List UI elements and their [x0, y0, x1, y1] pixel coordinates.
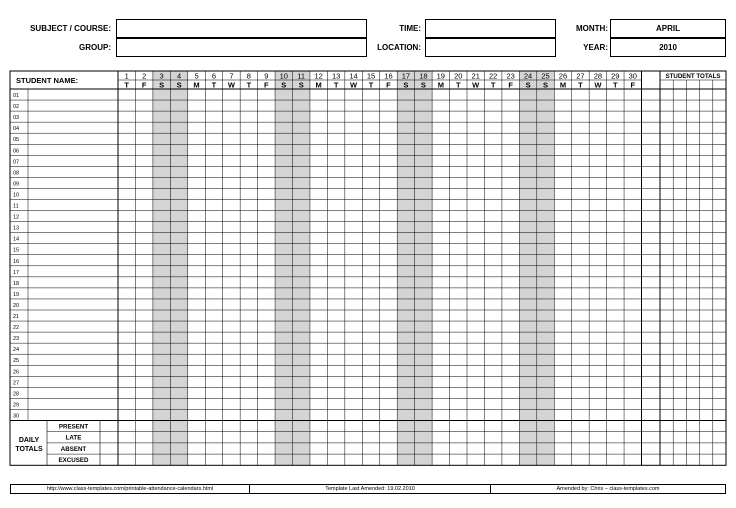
weekend-column — [519, 71, 536, 465]
day-letter: S — [159, 80, 165, 90]
footer-bar — [10, 484, 726, 494]
day-number: 17 — [401, 71, 411, 81]
footer-author: Amended by: Chris – class-templates.com — [556, 486, 660, 492]
student-row-number: 10 — [13, 192, 20, 199]
totals-row-label: LATE — [65, 434, 82, 442]
student-row-number: 11 — [13, 203, 19, 210]
day-letter: F — [264, 80, 269, 90]
day-letter: T — [455, 80, 461, 90]
totals-row-label: EXCUSED — [58, 457, 89, 465]
totals-row-label: PRESENT — [58, 423, 89, 431]
day-number: 29 — [611, 71, 620, 81]
day-letter: F — [630, 80, 636, 90]
day-letter: W — [472, 80, 480, 90]
student-row-number: 09 — [13, 181, 20, 188]
day-letter: M — [559, 80, 567, 90]
day-letter: W — [350, 80, 358, 90]
day-letter: F — [386, 80, 391, 90]
day-number: 9 — [264, 71, 269, 81]
day-letter: T — [578, 80, 583, 90]
weekend-column — [397, 71, 414, 465]
day-number: 10 — [279, 71, 288, 81]
day-number: 24 — [523, 71, 533, 81]
day-number: 19 — [436, 71, 445, 81]
month-label: MONTH: — [576, 24, 608, 33]
day-letter: S — [420, 80, 426, 90]
day-letter: T — [124, 80, 130, 90]
day-number: 5 — [194, 71, 199, 81]
day-number: 8 — [246, 71, 251, 81]
weekend-column — [170, 71, 187, 465]
day-number: 25 — [541, 71, 550, 81]
weekend-column — [537, 71, 554, 465]
student-row-number: 06 — [13, 148, 20, 155]
time-label: TIME: — [399, 24, 421, 33]
student-row-number: 01 — [13, 93, 20, 99]
day-letter: T — [333, 80, 339, 90]
student-row-number: 08 — [13, 170, 20, 177]
day-letter: S — [176, 80, 182, 90]
day-letter: F — [141, 80, 147, 90]
day-number: 18 — [419, 71, 428, 81]
student-row-number: 12 — [13, 214, 20, 221]
table-border — [10, 71, 726, 465]
student-row-number: 02 — [13, 104, 20, 111]
day-number: 21 — [471, 71, 480, 81]
student-row-number: 28 — [13, 391, 20, 398]
day-letter: S — [543, 80, 549, 90]
day-letter: W — [594, 80, 602, 90]
student-name-header: STUDENT NAME: — [16, 76, 79, 85]
daily-totals-label: TOTALS — [15, 445, 43, 453]
student-totals-header: STUDENT TOTALS — [665, 73, 721, 80]
day-number: 3 — [159, 71, 164, 81]
student-row-number: 19 — [13, 291, 20, 298]
day-number: 14 — [349, 71, 358, 81]
student-row-number: 16 — [13, 258, 20, 265]
day-number: 7 — [229, 71, 234, 81]
month-field[interactable]: APRIL — [610, 19, 726, 38]
student-row-number: 20 — [13, 302, 20, 309]
day-number: 23 — [506, 71, 515, 81]
day-number: 6 — [211, 71, 217, 81]
day-number: 26 — [558, 71, 568, 81]
weekend-column — [153, 71, 170, 465]
day-number: 22 — [489, 71, 498, 81]
student-row-number: 07 — [13, 159, 20, 166]
weekend-column — [275, 71, 292, 465]
totals-row-label: ABSENT — [60, 445, 87, 453]
student-row-number: 27 — [13, 380, 20, 387]
day-letter: T — [490, 80, 496, 90]
student-row-number: 03 — [13, 115, 20, 122]
day-number: 20 — [454, 71, 463, 81]
day-letter: S — [298, 80, 304, 90]
day-letter: T — [246, 80, 252, 90]
day-letter: T — [368, 80, 374, 90]
day-number: 28 — [593, 71, 603, 81]
day-letter: T — [613, 80, 618, 90]
day-letter: S — [525, 80, 531, 90]
student-row-number: 04 — [13, 126, 20, 133]
student-row-number: 05 — [13, 137, 20, 144]
day-number: 27 — [576, 71, 585, 81]
footer-url[interactable]: http://www.class-templates.com/printable-attendance-calendars.html — [11, 485, 250, 493]
day-letter: T — [211, 80, 217, 90]
day-number: 15 — [366, 71, 376, 81]
student-row-number: 30 — [13, 413, 20, 420]
day-number: 30 — [628, 71, 637, 81]
day-number: 1 — [124, 71, 129, 81]
year-label: YEAR: — [583, 43, 608, 52]
student-row-number: 25 — [13, 358, 20, 365]
day-letter: M — [193, 80, 200, 90]
daily-totals-label: DAILY — [18, 436, 40, 444]
subject-label: SUBJECT / COURSE: — [30, 24, 111, 33]
student-row-number: 24 — [13, 347, 20, 354]
student-row-number: 23 — [13, 336, 20, 343]
weekend-column — [293, 71, 310, 465]
day-letter: S — [403, 80, 409, 90]
student-row-number: 29 — [13, 402, 20, 409]
day-letter: S — [281, 80, 287, 90]
student-row-number: 13 — [13, 225, 20, 232]
day-number: 2 — [142, 71, 147, 81]
student-row-number: 15 — [13, 247, 20, 254]
day-letter: M — [437, 80, 444, 90]
student-row-number: 17 — [13, 269, 20, 276]
student-row-number: 22 — [13, 325, 20, 332]
day-number: 12 — [314, 71, 323, 81]
day-number: 11 — [297, 71, 306, 81]
footer-amended-date: Template Last Amended: 19.02.2010 — [250, 485, 491, 493]
year-field[interactable]: 2010 — [610, 38, 726, 57]
day-number: 13 — [331, 71, 341, 81]
student-row-number: 14 — [13, 236, 20, 243]
location-label: LOCATION: — [377, 43, 421, 52]
student-row-number: 26 — [13, 369, 20, 376]
group-label: GROUP: — [79, 43, 111, 52]
student-row-number: 18 — [13, 280, 20, 287]
day-letter: M — [315, 80, 322, 90]
day-letter: F — [508, 80, 513, 90]
student-row-number: 21 — [13, 314, 20, 320]
weekend-column — [415, 71, 432, 465]
day-number: 4 — [176, 71, 182, 81]
day-number: 16 — [384, 71, 393, 81]
day-letter: W — [227, 80, 235, 90]
